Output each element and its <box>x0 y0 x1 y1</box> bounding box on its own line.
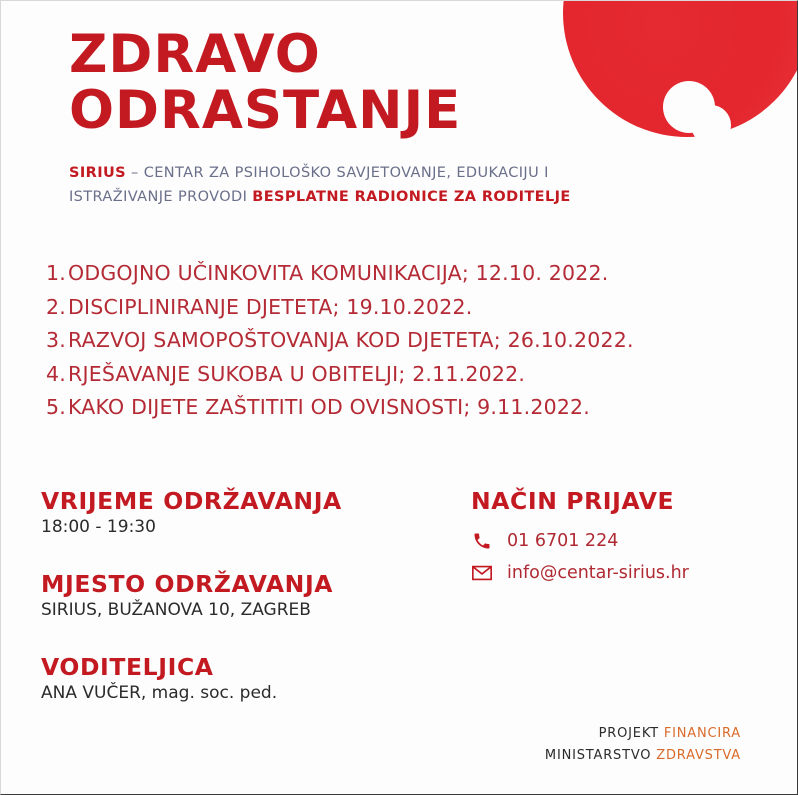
title-line-1: ZDRAVO <box>69 24 321 85</box>
circle-bite-decoration <box>691 105 731 145</box>
list-item-number: 3. <box>46 328 66 352</box>
place-value: SIRIUS, BUŽANOVA 10, ZAGREB <box>41 600 311 620</box>
intro-text-2: ISTRAŽIVANJE PROVODI <box>69 189 253 205</box>
signup-section <box>471 487 689 583</box>
mail-icon <box>471 563 493 583</box>
intro-line-1 <box>69 161 571 185</box>
org-name: SIRIUS <box>69 165 127 181</box>
list-item <box>46 391 634 425</box>
list-item-number: 1. <box>46 261 66 285</box>
list-item-number: 2. <box>46 294 66 319</box>
ministry-text: MINISTARSTVO <box>544 748 657 763</box>
host-section <box>41 653 277 703</box>
place-heading: MJESTO ODRŽAVANJA <box>41 570 334 598</box>
funding-line-2 <box>545 745 741 767</box>
funding-text: PROJEKT <box>598 726 664 741</box>
intro-text <box>69 161 571 209</box>
list-item-text: ODGOJNO UČINKOVITA KOMUNIKACIJA; 12.10. 2022. <box>68 261 609 285</box>
list-item-number: 5. <box>46 395 66 419</box>
title-line-2: ODRASTANJE <box>69 80 462 141</box>
host-value: ANA VUČER, mag. soc. ped. <box>41 683 278 703</box>
time-value: 18:00 - 19:30 <box>41 517 156 537</box>
phone-icon <box>471 531 493 551</box>
intro-highlight: BESPLATNE RADIONICE ZA RODITELJE <box>252 189 571 205</box>
page-title <box>69 24 462 141</box>
funding-note <box>545 723 741 767</box>
place-section <box>41 570 333 620</box>
list-item <box>46 291 634 325</box>
list-item-number: 4. <box>46 361 66 386</box>
host-heading: VODITELJICA <box>41 653 214 681</box>
phone-row <box>471 531 689 551</box>
time-section <box>41 487 342 537</box>
email-link[interactable]: info@centar-sirius.hr <box>507 563 689 583</box>
email-row <box>471 563 689 583</box>
list-item-text: KAKO DIJETE ZAŠTITITI OD OVISNOSTI; 9.11.2022. <box>68 395 591 419</box>
list-item-text: DISCIPLINIRANJE DJETETA; 19.10.2022. <box>68 294 473 319</box>
list-item-text: RAZVOJ SAMOPOŠTOVANJA KOD DJETETA; 26.10.2022. <box>68 328 634 352</box>
signup-heading: NAČIN PRIJAVE <box>471 487 675 515</box>
list-item <box>46 358 634 392</box>
list-item <box>46 257 634 291</box>
time-heading: VRIJEME ODRŽAVANJA <box>41 487 342 515</box>
intro-text-1: – CENTAR ZA PSIHOLOŠKO SAVJETOVANJE, EDUKACIJU I <box>126 165 549 181</box>
list-item-text: RJEŠAVANJE SUKOBA U OBITELJI; 2.11.2022. <box>68 361 526 386</box>
intro-line-2 <box>69 185 571 209</box>
funding-text-accent: FINANCIRA <box>663 726 741 741</box>
funding-line-1 <box>545 723 741 745</box>
ministry-text-accent: ZDRAVSTVA <box>656 748 741 763</box>
workshop-list <box>46 257 634 425</box>
phone-number[interactable]: 01 6701 224 <box>507 531 619 551</box>
list-item <box>46 324 634 358</box>
